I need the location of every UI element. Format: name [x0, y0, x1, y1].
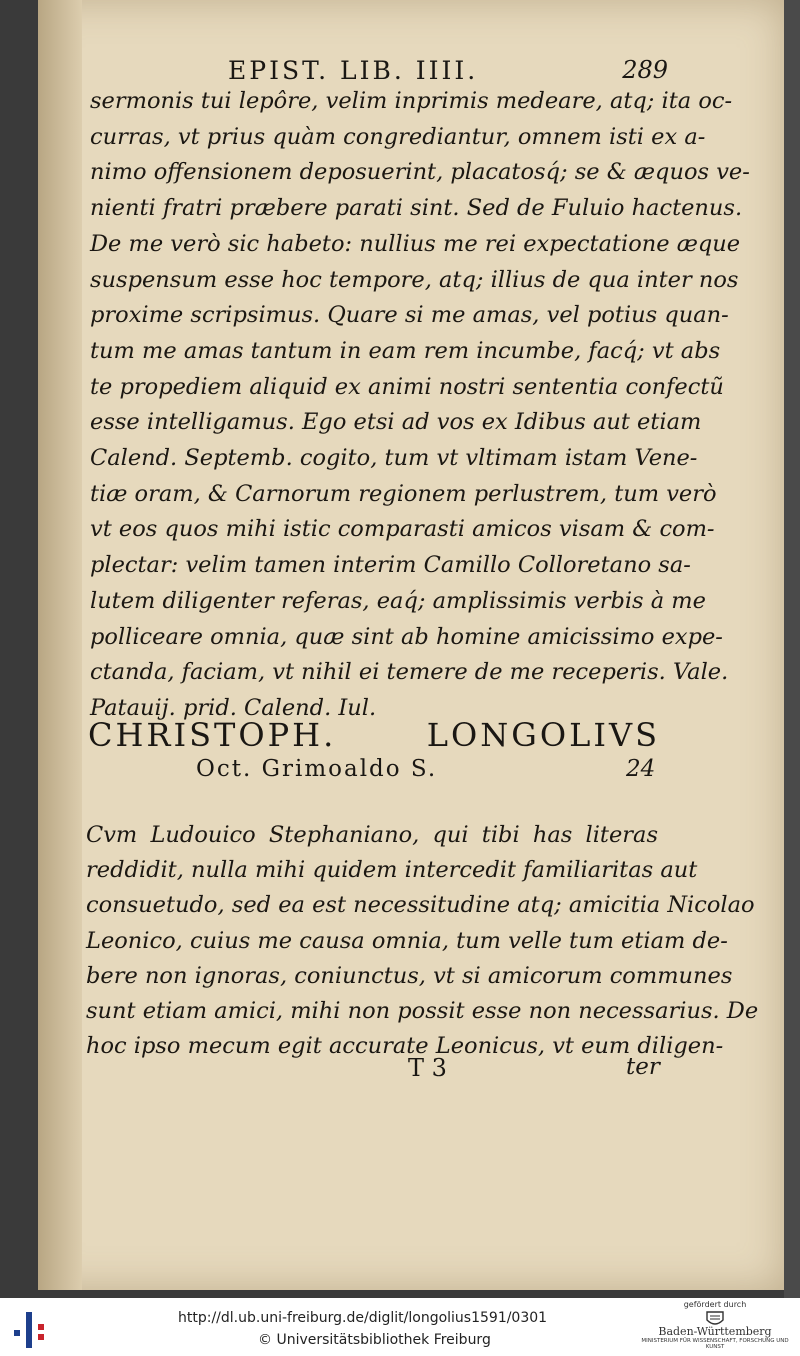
letter-number: 24	[626, 756, 656, 782]
letter-1-text	[90, 84, 750, 727]
text-line: sermonis tui lepôre, velim inprimis medeare, atq; ita oc-	[90, 88, 733, 114]
library-logo-icon	[10, 1310, 50, 1350]
text-line: plectar: velim tamen interim Camillo Colloretano sa-	[90, 552, 691, 579]
text-line: tiæ oram, & Carnorum regionem perlustrem, tum verò	[90, 480, 717, 507]
sponsor-caption: gefördert durch	[683, 1300, 747, 1309]
text-line-closing: Patauij. prid. Calend. Iul.	[90, 694, 377, 721]
letter-2-heading: CHRISTOPH. LONGOLIVS	[88, 716, 660, 754]
footer-bar	[0, 1298, 800, 1356]
text-line: hoc ipso mecum egit accurate Leonicus, vt eum diligen-	[86, 1033, 724, 1060]
text-line: tum me amas tantum in eam rem incumbe, facq́; vt abs	[90, 337, 721, 364]
text-line: nimo offensionem deposuerint, placatosq́; se & æquos ve-	[90, 159, 750, 186]
letter-2-text	[86, 818, 759, 1064]
sponsor-name: Baden-Württemberg	[658, 1325, 772, 1338]
sponsor-logo	[640, 1300, 790, 1350]
text-line: Calend. Septemb. cogito, tum vt vltimam istam Vene-	[90, 445, 698, 472]
text-line: De me verò sic habeto: nullius me rei expectatione æque	[90, 230, 741, 257]
text-line: esse intelligamus. Ego etsi ad vos ex Idibus aut etiam	[90, 409, 702, 436]
book-edge	[784, 0, 800, 1298]
sponsor-subtitle: MINISTERIUM FÜR WISSENSCHAFT, FORSCHUNG UND KUNST	[641, 1338, 789, 1350]
page-gutter	[38, 0, 82, 1290]
permalink-url[interactable]: http://dl.ub.uni-freiburg.de/diglit/longolius1591/0301	[178, 1310, 548, 1326]
text-line: curras, vt prius quàm congrediantur, omnem isti ex a-	[90, 123, 706, 150]
text-line: lutem diligenter referas, eaq́; amplissimis verbis à me	[90, 587, 706, 614]
catchword: ter	[626, 1054, 660, 1080]
text-line: nienti fratri præbere parati sint. Sed de Fuluio hactenus.	[90, 195, 743, 222]
text-line: Cvm Ludouico Stephaniano, qui tibi has literas	[86, 822, 658, 848]
text-line: consuetudo, sed ea est necessitudine atq; amicitia Nicolao	[86, 892, 755, 919]
letter-2-addressee: Oct. Grimoaldo S.	[196, 756, 438, 782]
copyright-text: © Universitätsbibliothek Freiburg	[258, 1332, 491, 1348]
text-line: polliceare omnia, quæ sint ab homine amicissimo expe-	[90, 623, 723, 650]
running-head: EPIST. LIB. IIII.	[228, 56, 479, 85]
text-line: te propediem aliquid ex animi nostri sententia confectũ	[90, 373, 724, 400]
text-line: ctanda, faciam, vt nihil ei temere de me receperis. Vale.	[90, 659, 729, 686]
text-line: suspensum esse hoc tempore, atq; illius de qua inter nos	[90, 266, 739, 293]
text-line: sunt etiam amici, mihi non possit esse non necessarius. De	[86, 998, 759, 1025]
coat-of-arms-icon	[704, 1310, 726, 1328]
text-line: reddidit, nulla mihi quidem intercedit familiaritas aut	[86, 857, 698, 884]
text-line: vt eos quos mihi istic comparasti amicos visam & com-	[90, 516, 715, 543]
text-line: bere non ignoras, coniunctus, vt si amicorum communes	[86, 962, 733, 989]
signature-mark: T 3	[408, 1054, 447, 1082]
text-line: Leonico, cuius me causa omnia, tum velle tum etiam de-	[86, 927, 728, 954]
folio-number: 289	[622, 56, 668, 84]
text-line: proxime scripsimus. Quare si me amas, vel potius quan-	[90, 302, 729, 329]
